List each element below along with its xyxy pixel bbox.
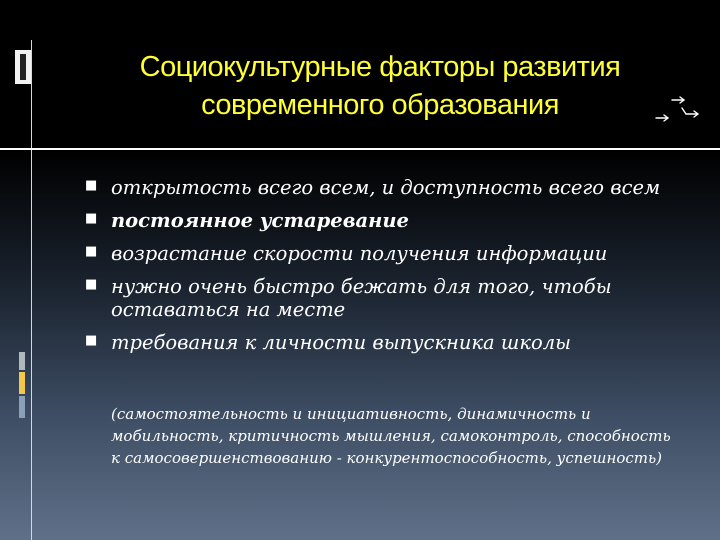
slide-title [100, 48, 660, 124]
slide-title-line2: современного образования [201, 89, 559, 121]
sub-note: (самостоятельность и инициативность, динамичность и мобильность, критичность мышления, самоконтроль, способность к самосовершенствованию - конкурентоспособность, успешность) [111, 405, 671, 467]
list-item-text: нужно очень быстро бежать для того, чтобы оставаться на месте [111, 275, 612, 321]
decorative-block-inner [20, 54, 26, 80]
bullet-list [85, 176, 665, 364]
list-item [85, 209, 665, 232]
list-item [85, 275, 665, 321]
list-item-text: требования к личности выпускника школы [111, 331, 572, 354]
list-item [85, 331, 665, 354]
list-item-text: возрастание скорости получения информации [111, 242, 608, 265]
decorative-arrows-icon [650, 92, 710, 132]
title-divider [0, 148, 720, 150]
square-bullet-icon: ■ [85, 211, 98, 226]
decorative-marker [19, 396, 25, 418]
list-item-text: постоянное устаревание [111, 209, 409, 232]
decorative-marker [19, 352, 25, 370]
square-bullet-icon: ■ [85, 333, 98, 348]
list-item [85, 176, 665, 199]
decorative-marker-yellow [19, 372, 25, 394]
slide-title-line1: Социокультурные факторы развития [139, 51, 621, 83]
list-item-text: открытость всего всем, и доступность всего всем [111, 176, 661, 199]
square-bullet-icon: ■ [85, 244, 98, 259]
square-bullet-icon: ■ [85, 178, 98, 193]
list-item [85, 242, 665, 265]
decorative-vertical-line [31, 40, 32, 540]
square-bullet-icon: ■ [85, 277, 98, 292]
